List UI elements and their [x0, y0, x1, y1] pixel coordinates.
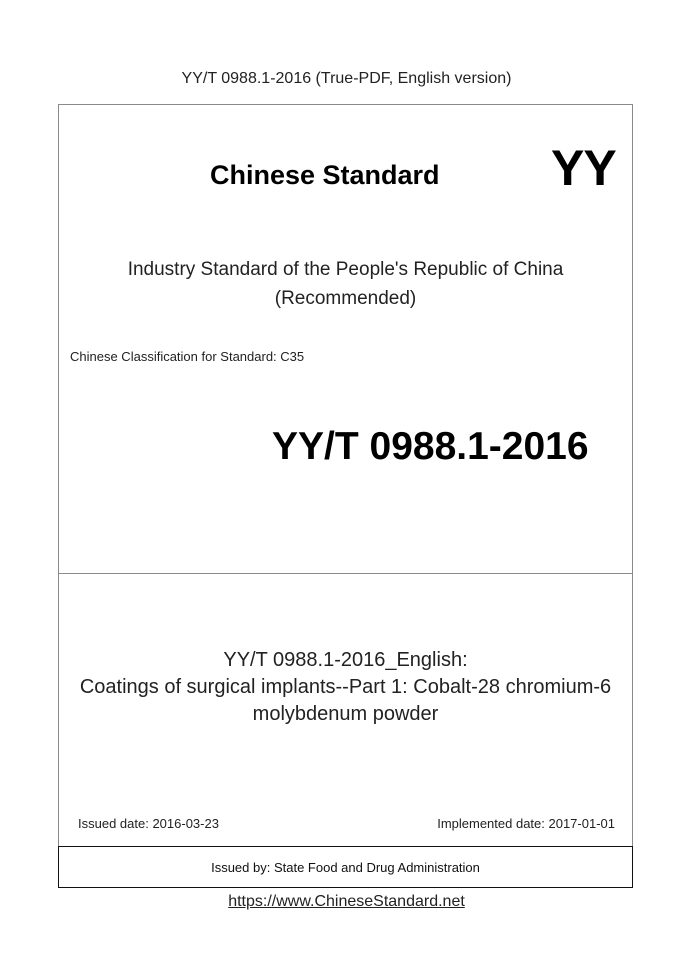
english-title-line-2: Coatings of surgical implants--Part 1: Cobalt-28 chromium-6: [79, 676, 612, 698]
issued-date: Issued date: 2016-03-23: [78, 816, 219, 831]
standard-number: YY/T 0988.1-2016: [272, 425, 589, 468]
recommended-label: (Recommended): [274, 288, 417, 309]
english-title-line-3: molybdenum powder: [252, 703, 439, 725]
standard-code: YY: [551, 140, 616, 196]
standard-heading: Chinese Standard: [210, 160, 440, 190]
implemented-date: Implemented date: 2017-01-01: [437, 816, 615, 831]
classification-label: Chinese Classification for Standard: C35: [70, 349, 305, 364]
website-link[interactable]: https://www.ChineseStandard.net: [228, 893, 465, 910]
document-header: YY/T 0988.1-2016 (True-PDF, English version): [181, 70, 512, 87]
industry-standard-line: Industry Standard of the People's Republic of China: [127, 259, 564, 280]
issuer-box: [58, 846, 633, 888]
english-title-line-1: YY/T 0988.1-2016_English:: [223, 649, 468, 671]
issuer-label: Issued by: State Food and Drug Administration: [211, 859, 480, 875]
